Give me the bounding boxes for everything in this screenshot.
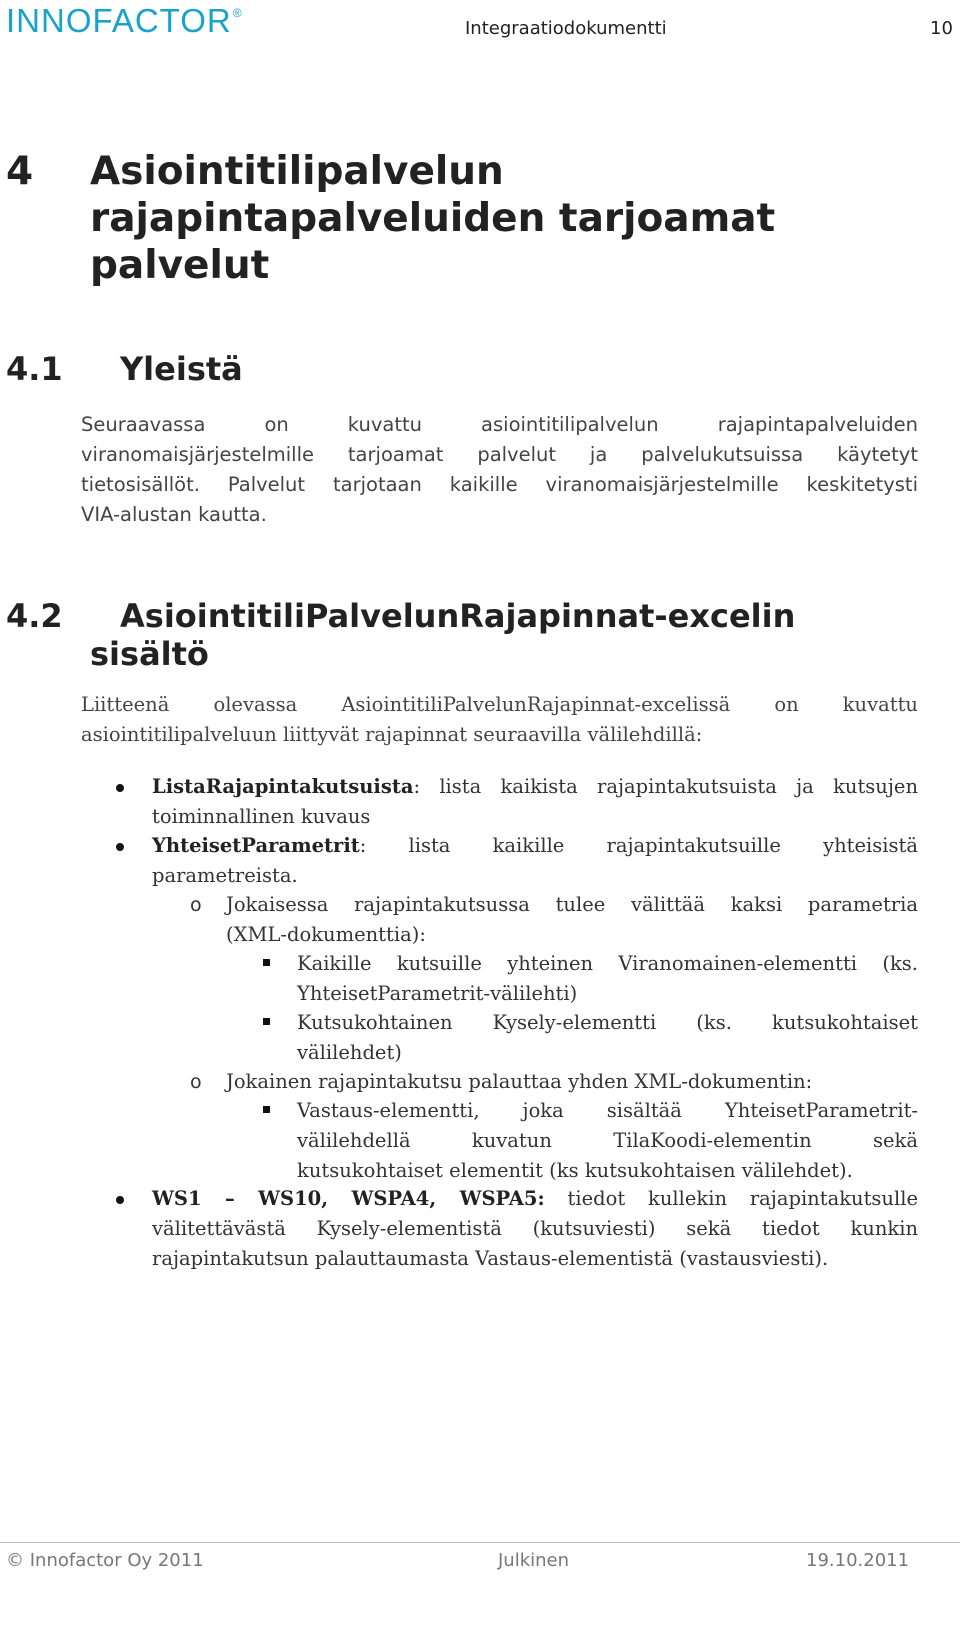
- document-title: Integraatiodokumentti: [465, 18, 667, 39]
- list-item-description: : lista kaikista rajapintakutsuista ja kutsujen: [413, 775, 918, 798]
- yleista-paragraph: [81, 410, 918, 530]
- paragraph-line: Seuraavassa on kuvattu asiointitilipalvelun rajapintapalveluiden: [81, 413, 918, 436]
- hollow-circle-icon: o: [190, 1071, 202, 1093]
- bullet-dot-icon: [116, 784, 124, 792]
- paragraph-line: VIA-alustan kautta.: [81, 503, 267, 526]
- footer-copyright: © Innofactor Oy 2011: [6, 1550, 204, 1571]
- list-item-line: parametreista.: [152, 864, 298, 887]
- registered-mark: ®: [232, 6, 243, 20]
- section-title: [90, 148, 910, 289]
- section-4-1-heading: [6, 350, 926, 390]
- hollow-circle-icon: o: [190, 894, 202, 916]
- paragraph-line: asiointitilipalveluun liittyvät rajapinnat seuraavilla välilehdillä:: [81, 723, 703, 746]
- tab-name: YhteisetParametrit: [152, 834, 360, 857]
- square-bullet-icon: [263, 959, 270, 966]
- tab-name: ListaRajapintakutsuista: [152, 775, 414, 798]
- tab-name: WS1 – WS10, WSPA4, WSPA5:: [152, 1187, 545, 1210]
- sub-sub-list-item-text: [297, 949, 918, 1009]
- sub-list-item: [190, 890, 918, 950]
- sub-sub-list-item-text: [297, 1096, 918, 1186]
- list-item-line: [152, 772, 918, 802]
- sub-sub-list-item: [263, 1008, 918, 1068]
- intro-paragraph: [81, 690, 918, 750]
- list-item-line: rajapintakutsun palauttaumasta Vastaus-elementistä (vastausviesti).: [152, 1247, 829, 1270]
- list-item: [116, 831, 918, 891]
- list-item-line: toiminnallinen kuvaus: [152, 805, 371, 828]
- subsection-number: 4.2: [6, 597, 63, 635]
- subsection-number: 4.1: [6, 350, 63, 388]
- section-4-2-heading: [6, 597, 926, 677]
- list-item-text: [152, 772, 918, 832]
- list-item-line: Jokainen rajapintakutsu palauttaa yhden XML-dokumentin:: [226, 1070, 813, 1093]
- sub-list-item: [190, 1067, 918, 1097]
- list-item-text: [152, 831, 918, 891]
- list-item-line: Kutsukohtainen Kysely-elementti (ks. kutsukohtaiset: [297, 1011, 918, 1034]
- paragraph-line: viranomaisjärjestelmille tarjoamat palvelut ja palvelukutsuissa käytetyt: [81, 443, 918, 466]
- section-title-line: palvelut: [90, 243, 270, 288]
- list-item-line: Jokaisessa rajapintakutsussa tulee välittää kaksi parametria: [226, 893, 918, 916]
- footer-divider: [0, 1542, 960, 1543]
- page-number: 10: [930, 18, 953, 39]
- subsection-title: AsiointitiliPalvelunRajapinnat-excelin: [120, 597, 796, 635]
- square-bullet-icon: [263, 1106, 270, 1113]
- paragraph-line: tietosisällöt. Palvelut tarjotaan kaikille viranomaisjärjestelmille keskitetysti: [81, 473, 918, 496]
- list-item-line: välilehdellä kuvatun TilaKoodi-elementin sekä: [297, 1129, 918, 1152]
- list-item-line: [152, 1184, 918, 1214]
- list-item-line: kutsukohtaiset elementit (ks kutsukohtaisen välilehdet).: [297, 1159, 853, 1182]
- footer-classification: Julkinen: [498, 1550, 570, 1571]
- footer-date: 19.10.2011: [806, 1550, 910, 1571]
- section-4-heading: [6, 148, 776, 288]
- list-item-line: (XML-dokumenttia):: [226, 923, 426, 946]
- list-item-description: tiedot kullekin rajapintakutsulle: [544, 1187, 918, 1210]
- sub-list-item-text: [226, 890, 918, 950]
- bullet-dot-icon: [116, 843, 124, 851]
- sub-sub-list-item: [263, 949, 918, 1009]
- sub-sub-list-item-text: [297, 1008, 918, 1068]
- list-item-description: : lista kaikille rajapintakutsuille yhteisistä: [359, 834, 918, 857]
- list-item-line: Vastaus-elementti, joka sisältää YhteisetParametrit-: [297, 1099, 918, 1122]
- list-item-line: Kaikille kutsuille yhteinen Viranomainen-elementti (ks.: [297, 952, 918, 975]
- subsection-title-continued: sisältö: [90, 635, 209, 673]
- section-title-line: rajapintapalveluiden tarjoamat: [90, 196, 776, 241]
- square-bullet-icon: [263, 1018, 270, 1025]
- list-item-line: YhteisetParametrit-välilehti): [297, 982, 578, 1005]
- bullet-dot-icon: [116, 1196, 124, 1204]
- list-item-text: [152, 1184, 918, 1274]
- list-item-line: [152, 831, 918, 861]
- paragraph-line: Liitteenä olevassa AsiointitiliPalvelunRajapinnat-excelissä on kuvattu: [81, 693, 918, 716]
- list-item: [116, 772, 918, 832]
- sub-sub-list-item: [263, 1096, 918, 1186]
- section-title-line: Asiointitilipalvelun: [90, 149, 504, 194]
- list-item-line: välilehdet): [297, 1041, 402, 1064]
- sub-list-item-text: [226, 1067, 918, 1097]
- subsection-title: Yleistä: [120, 350, 243, 388]
- innofactor-logo: [6, 2, 243, 40]
- list-item-line: välitettävästä Kysely-elementistä (kutsuviesti) sekä tiedot kunkin: [152, 1217, 918, 1240]
- section-number: 4: [6, 149, 34, 194]
- logo-text: INNOFACTOR: [6, 2, 232, 39]
- list-item: [116, 1184, 918, 1274]
